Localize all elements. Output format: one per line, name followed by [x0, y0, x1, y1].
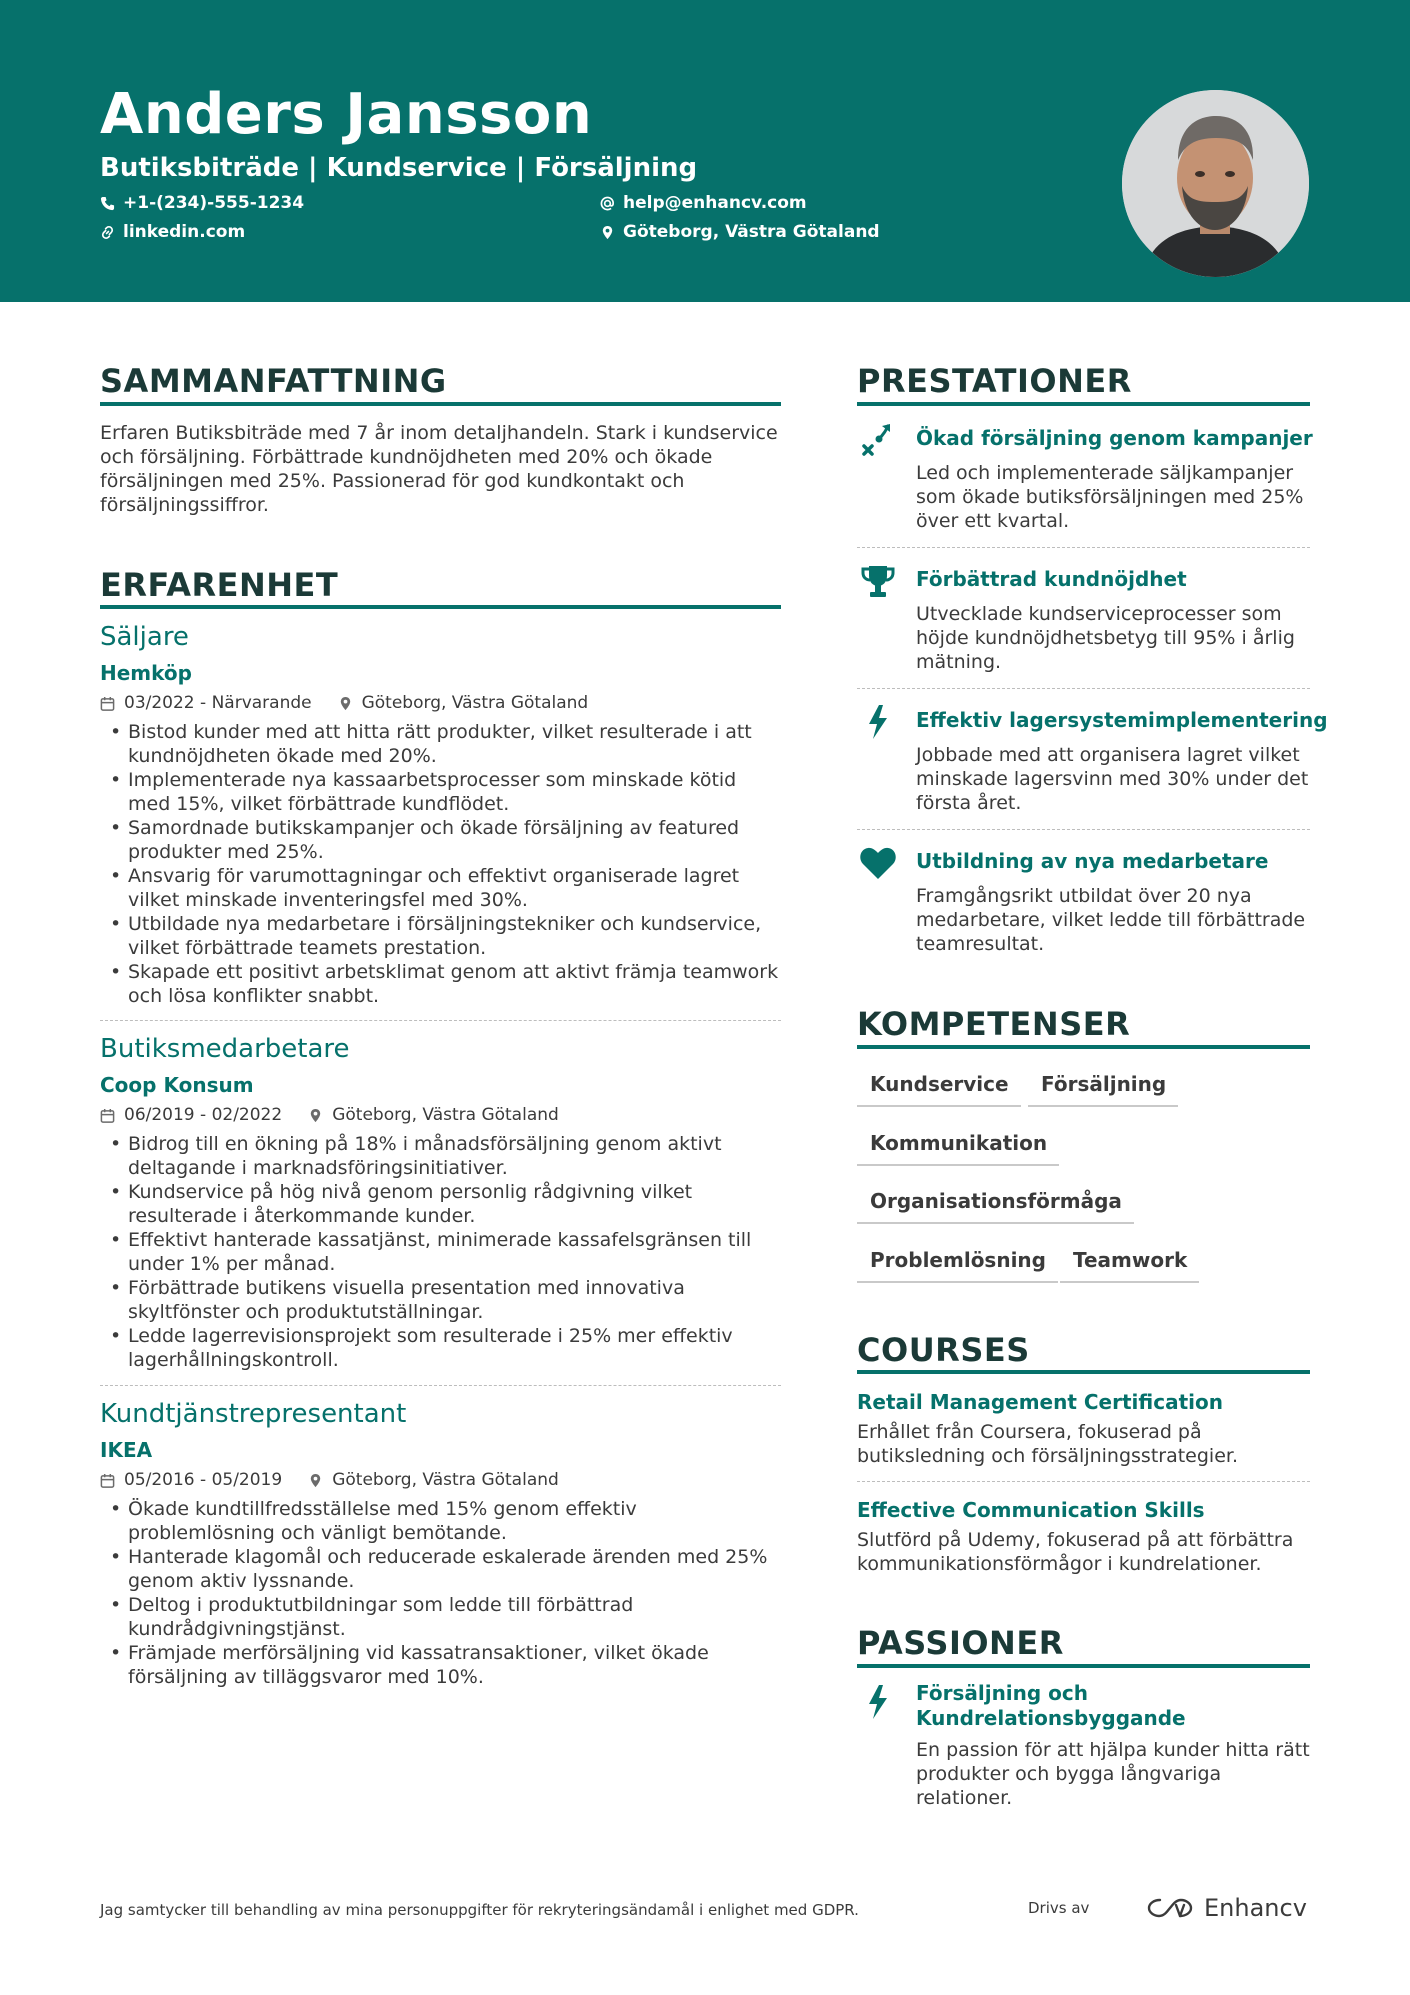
lightning-icon [858, 1682, 898, 1722]
email-contact[interactable] [600, 193, 807, 213]
job-location: Göteborg, Västra Götaland [332, 1470, 559, 1490]
summary-heading: SAMMANFATTNING [100, 362, 447, 400]
skill-tag: Organisationsförmåga [857, 1189, 1134, 1224]
passion-title: Försäljning och Kundrelationsbyggande [916, 1681, 1186, 1730]
course-text: Erhållet från Coursera, fokuserad på butiksledning och försäljningsstrategier. [857, 1421, 1239, 1467]
skill-tag: Problemlösning [857, 1248, 1058, 1283]
phone-text: +1-(234)-555-1234 [123, 193, 305, 213]
list-item: • Ökade kundtillfredsställelse med 15% genom effektiv problemlösning och vänligt bemötande. [100, 1497, 780, 1545]
experience-rule [100, 605, 781, 609]
job-meta [100, 1470, 585, 1490]
skill-tag: Kundservice [857, 1072, 1021, 1107]
location-text: Göteborg, Västra Götaland [623, 222, 880, 242]
list-item: • Implementerade nya kassaarbetsprocesser som minskade kötid med 15%, vilket förbättrade kundflödet. [100, 768, 780, 816]
achievement-text: Framgångsrikt utbildat över 20 nya medarbetare, vilket ledde till förbättrade teamresultat. [916, 885, 1306, 955]
course-text: Slutförd på Udemy, fokuserad på att förbättra kommunikationsförmågor i kundrelationer. [857, 1529, 1294, 1575]
skill-tag: Kommunikation [857, 1131, 1059, 1166]
passions-rule [857, 1664, 1310, 1668]
list-item: • Skapade ett positivt arbetsklimat genom att aktivt främja teamwork och lösa konflikter snabbt. [100, 960, 780, 1008]
summary-text: Erfaren Butiksbiträde med 7 år inom detaljhandeln. Stark i kundservice och försäljning. Förbättrade kundnöjdheten med 20% och ökade försäljningen med 25%. Passionerad för god kundkontakt och försäljningssiffror. [100, 422, 778, 516]
list-item: • Samordnade butikskampanjer och ökade försäljning av featured produkter med 25%. [100, 816, 780, 864]
skill-tag: Teamwork [1060, 1248, 1199, 1283]
job-location: Göteborg, Västra Götaland [361, 693, 589, 713]
job-title: Säljare [100, 622, 189, 652]
location-contact [600, 222, 880, 242]
skill-tag: Försäljning [1028, 1072, 1178, 1107]
courses-heading: COURSES [857, 1331, 1030, 1369]
linkedin-contact[interactable] [100, 222, 245, 242]
job-meta [100, 1105, 585, 1125]
phone-icon [100, 196, 115, 211]
achievement-text: Led och implementerade säljkampanjer som ökade butiksförsäljningen med 25% över ett kvartal. [916, 462, 1304, 532]
passion-text: En passion för att hjälpa kunder hitta rätt produkter och bygga långvariga relationer. [916, 1739, 1310, 1809]
list-item: • Effektivt hanterade kassatjänst, minimerade kassafelsgränsen till under 1% per månad. [100, 1228, 780, 1276]
list-item: • Utbildade nya medarbetare i försäljningstekniker och kundservice, vilket förbättrade teamets prestation. [100, 912, 780, 960]
enhancv-logo-icon [1146, 1895, 1194, 1921]
divider [857, 829, 1310, 830]
location-pin-icon [338, 696, 353, 711]
experience-heading: ERFARENHET [100, 566, 339, 604]
achievement-title: Ökad försäljning genom kampanjer [916, 426, 1313, 450]
job-meta [100, 693, 614, 713]
chart-icon [858, 420, 898, 460]
header-banner [0, 0, 1410, 302]
job-title: Butiksmedarbetare [100, 1034, 350, 1064]
location-pin-icon [308, 1473, 323, 1488]
job-bullets [100, 1132, 780, 1372]
powered-by-label: Drivs av [1028, 1899, 1090, 1917]
candidate-subtitle: Butiksbiträde | Kundservice | Försäljning [100, 153, 698, 183]
skills-heading: KOMPETENSER [857, 1005, 1131, 1043]
location-pin-icon [308, 1108, 323, 1123]
job-title: Kundtjänstrepresentant [100, 1399, 407, 1429]
list-item: • Främjade merförsäljning vid kassatransaktioner, vilket ökade försäljning av tilläggsvaror med 10%. [100, 1641, 780, 1689]
link-icon [100, 225, 115, 240]
courses-rule [857, 1370, 1310, 1374]
achievements-heading: PRESTATIONER [857, 362, 1132, 400]
enhancv-logo-text: Enhancv [1204, 1894, 1307, 1922]
job-dates: 05/2016 - 05/2019 [124, 1470, 283, 1490]
course-title: Effective Communication Skills [857, 1498, 1205, 1522]
job-dates: 03/2022 - Närvarande [124, 693, 312, 713]
calendar-icon [100, 1473, 115, 1488]
divider [857, 1481, 1310, 1482]
list-item: • Ledde lagerrevisionsprojekt som resulterade i 25% mer effektiv lagerhållningskontroll. [100, 1324, 780, 1372]
divider [857, 547, 1310, 548]
job-location: Göteborg, Västra Götaland [332, 1105, 559, 1125]
list-item: • Bidrog till en ökning på 18% i månadsförsäljning genom aktivt deltagande i marknadsföringsinitiativer. [100, 1132, 780, 1180]
list-item: • Bistod kunder med att hitta rätt produkter, vilket resulterade i att kundnöjdheten ökade med 20%. [100, 720, 780, 768]
achievement-title: Förbättrad kundnöjdhet [916, 567, 1187, 591]
company-name: Coop Konsum [100, 1073, 254, 1097]
list-item: • Ansvarig för varumottagningar och effektivt organiserade lagret vilket minskade inventeringsfel med 30%. [100, 864, 780, 912]
divider [100, 1020, 781, 1021]
skills-rule [857, 1045, 1310, 1049]
list-item: • Förbättrade butikens visuella presentation med innovativa skyltfönster och produktutställningar. [100, 1276, 780, 1324]
company-name: IKEA [100, 1438, 153, 1462]
achievement-text: Jobbade med att organisera lagret vilket minskade lagersvinn med 30% under det första året. [916, 744, 1309, 814]
achievement-title: Effektiv lagersystemimplementering [916, 708, 1328, 732]
linkedin-text: linkedin.com [123, 222, 246, 242]
job-bullets [100, 1497, 780, 1689]
list-item: • Kundservice på hög nivå genom personlig rådgivning vilket resulterade i återkommande kunder. [100, 1180, 780, 1228]
company-name: Hemköp [100, 661, 192, 685]
divider [857, 688, 1310, 689]
course-title: Retail Management Certification [857, 1390, 1223, 1414]
email-text: help@enhancv.com [623, 193, 807, 213]
calendar-icon [100, 696, 115, 711]
calendar-icon [100, 1108, 115, 1123]
at-icon [600, 196, 615, 211]
portrait-image [1122, 90, 1309, 277]
divider [100, 1385, 781, 1386]
enhancv-logo[interactable] [1146, 1894, 1307, 1922]
passions-heading: PASSIONER [857, 1624, 1064, 1662]
trophy-icon [858, 561, 898, 601]
location-pin-icon [600, 225, 615, 240]
achievement-text: Utvecklade kundserviceprocesser som höjde kundnöjdhetsbetyg till 95% i årlig mätning. [916, 603, 1295, 673]
job-bullets [100, 720, 780, 1008]
candidate-name: Anders Jansson [100, 82, 593, 147]
achievement-title: Utbildning av nya medarbetare [916, 849, 1269, 873]
summary-rule [100, 402, 781, 406]
heart-icon [858, 843, 898, 883]
gdpr-consent: Jag samtycker till behandling av mina personuppgifter för rekryteringsändamål i enlighet med GDPR. [100, 1901, 859, 1919]
lightning-icon [858, 702, 898, 742]
job-dates: 06/2019 - 02/2022 [124, 1105, 283, 1125]
achievements-rule [857, 402, 1310, 406]
list-item: • Hanterade klagomål och reducerade eskalerade ärenden med 25% genom aktiv lyssnande. [100, 1545, 780, 1593]
list-item: • Deltog i produktutbildningar som ledde till förbättrad kundrådgivningstjänst. [100, 1593, 780, 1641]
phone-contact[interactable] [100, 193, 304, 213]
profile-photo [1122, 90, 1309, 277]
